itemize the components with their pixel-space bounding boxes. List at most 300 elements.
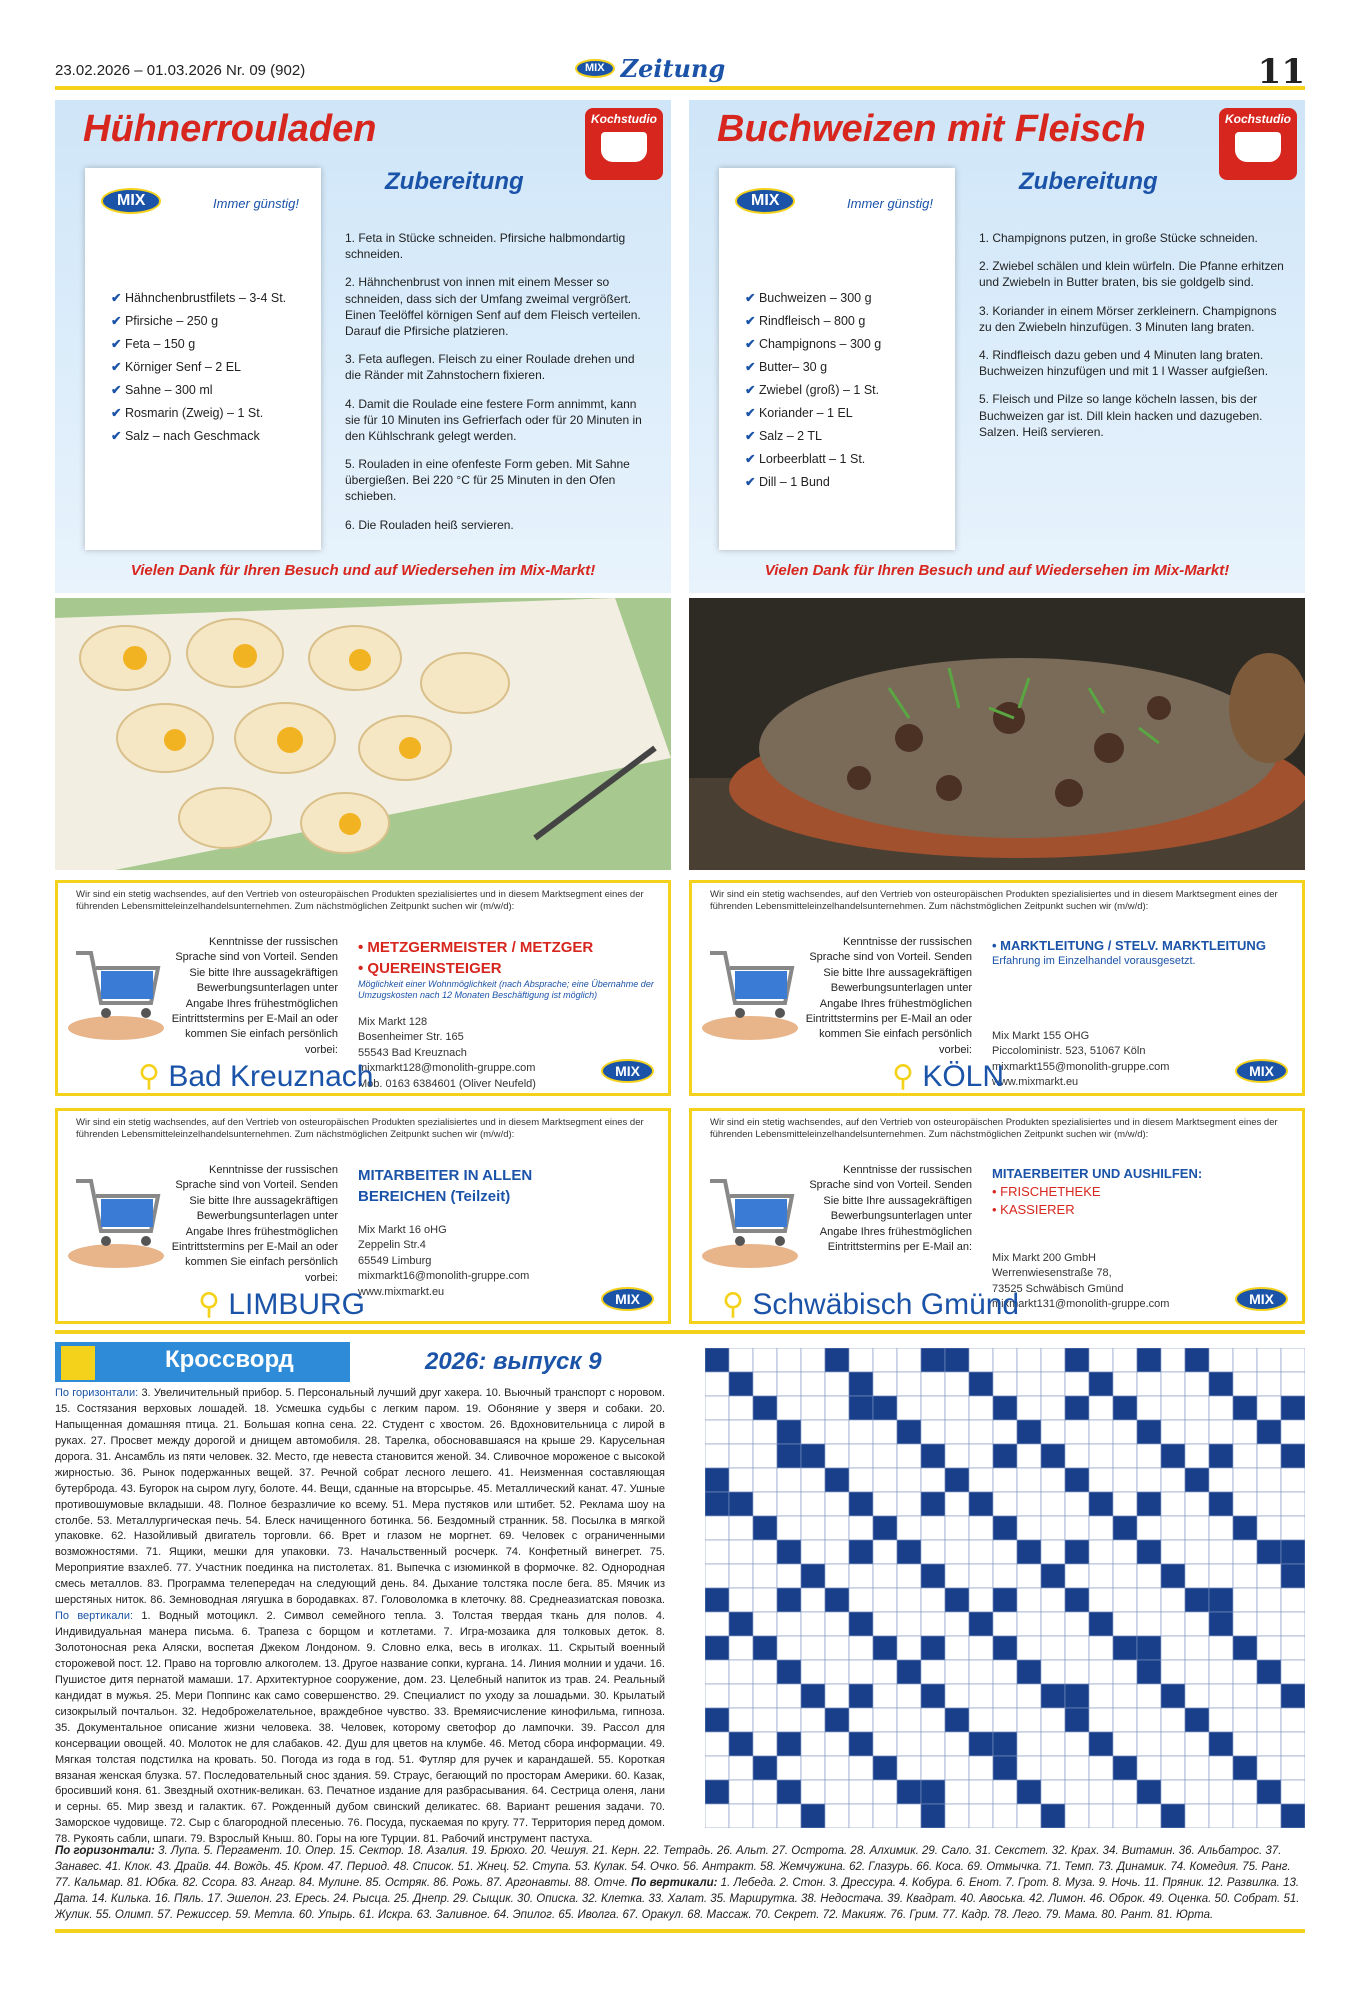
crossword-cell[interactable]: [1113, 1804, 1137, 1828]
crossword-cell[interactable]: [921, 1756, 945, 1780]
crossword-cell[interactable]: [1281, 1636, 1305, 1660]
crossword-cell[interactable]: [777, 1492, 801, 1516]
crossword-cell[interactable]: [921, 1612, 945, 1636]
crossword-cell[interactable]: [873, 1564, 897, 1588]
crossword-cell[interactable]: [1257, 1588, 1281, 1612]
crossword-cell[interactable]: [1185, 1804, 1209, 1828]
crossword-cell[interactable]: [873, 1708, 897, 1732]
crossword-cell[interactable]: [1281, 1732, 1305, 1756]
crossword-cell[interactable]: [1041, 1660, 1065, 1684]
crossword-cell[interactable]: [993, 1780, 1017, 1804]
crossword-cell[interactable]: [1065, 1492, 1089, 1516]
crossword-cell[interactable]: [1089, 1468, 1113, 1492]
website-link[interactable]: www.mixmarkt.eu: [992, 1076, 1079, 1089]
crossword-cell[interactable]: [1209, 1396, 1233, 1420]
crossword-cell[interactable]: [945, 1420, 969, 1444]
crossword-cell[interactable]: [825, 1780, 849, 1804]
crossword-cell[interactable]: [801, 1708, 825, 1732]
crossword-cell[interactable]: [969, 1780, 993, 1804]
crossword-cell[interactable]: [849, 1804, 873, 1828]
crossword-cell[interactable]: [1089, 1444, 1113, 1468]
crossword-cell[interactable]: [1161, 1660, 1185, 1684]
crossword-cell[interactable]: [753, 1588, 777, 1612]
crossword-cell[interactable]: [825, 1396, 849, 1420]
crossword-cell[interactable]: [969, 1444, 993, 1468]
crossword-cell[interactable]: [1113, 1564, 1137, 1588]
crossword-cell[interactable]: [729, 1684, 753, 1708]
crossword-cell[interactable]: [777, 1684, 801, 1708]
crossword-cell[interactable]: [729, 1756, 753, 1780]
crossword-cell[interactable]: [1041, 1708, 1065, 1732]
crossword-cell[interactable]: [849, 1468, 873, 1492]
crossword-cell[interactable]: [1017, 1468, 1041, 1492]
crossword-cell[interactable]: [1041, 1516, 1065, 1540]
crossword-cell[interactable]: [921, 1420, 945, 1444]
crossword-cell[interactable]: [825, 1660, 849, 1684]
crossword-cell[interactable]: [753, 1708, 777, 1732]
crossword-cell[interactable]: [825, 1612, 849, 1636]
crossword-cell[interactable]: [873, 1540, 897, 1564]
crossword-cell[interactable]: [969, 1396, 993, 1420]
crossword-cell[interactable]: [945, 1372, 969, 1396]
crossword-cell[interactable]: [921, 1588, 945, 1612]
crossword-cell[interactable]: [1041, 1732, 1065, 1756]
crossword-cell[interactable]: [993, 1468, 1017, 1492]
crossword-cell[interactable]: [1089, 1540, 1113, 1564]
crossword-cell[interactable]: [1233, 1804, 1257, 1828]
crossword-cell[interactable]: [705, 1372, 729, 1396]
crossword-cell[interactable]: [801, 1468, 825, 1492]
crossword-cell[interactable]: [1161, 1588, 1185, 1612]
crossword-cell[interactable]: [873, 1588, 897, 1612]
crossword-cell[interactable]: [777, 1564, 801, 1588]
crossword-cell[interactable]: [1017, 1684, 1041, 1708]
crossword-cell[interactable]: [753, 1420, 777, 1444]
crossword-cell[interactable]: [1137, 1468, 1161, 1492]
crossword-cell[interactable]: [729, 1420, 753, 1444]
crossword-cell[interactable]: [1185, 1444, 1209, 1468]
crossword-cell[interactable]: [753, 1660, 777, 1684]
crossword-cell[interactable]: [1281, 1372, 1305, 1396]
crossword-cell[interactable]: [993, 1612, 1017, 1636]
crossword-cell[interactable]: [1161, 1516, 1185, 1540]
crossword-cell[interactable]: [1209, 1780, 1233, 1804]
crossword-cell[interactable]: [801, 1348, 825, 1372]
crossword-cell[interactable]: [1209, 1636, 1233, 1660]
crossword-cell[interactable]: [1281, 1780, 1305, 1804]
crossword-cell[interactable]: [1041, 1468, 1065, 1492]
crossword-cell[interactable]: [1017, 1756, 1041, 1780]
crossword-cell[interactable]: [1137, 1588, 1161, 1612]
crossword-cell[interactable]: [1233, 1660, 1257, 1684]
crossword-cell[interactable]: [1161, 1756, 1185, 1780]
crossword-cell[interactable]: [753, 1612, 777, 1636]
crossword-cell[interactable]: [1113, 1588, 1137, 1612]
crossword-cell[interactable]: [897, 1492, 921, 1516]
crossword-cell[interactable]: [1209, 1468, 1233, 1492]
crossword-cell[interactable]: [1089, 1780, 1113, 1804]
crossword-cell[interactable]: [993, 1684, 1017, 1708]
crossword-cell[interactable]: [1065, 1732, 1089, 1756]
crossword-cell[interactable]: [1185, 1420, 1209, 1444]
crossword-cell[interactable]: [849, 1660, 873, 1684]
crossword-cell[interactable]: [897, 1348, 921, 1372]
crossword-cell[interactable]: [945, 1780, 969, 1804]
crossword-cell[interactable]: [993, 1540, 1017, 1564]
crossword-cell[interactable]: [1281, 1708, 1305, 1732]
crossword-cell[interactable]: [945, 1636, 969, 1660]
crossword-cell[interactable]: [1281, 1756, 1305, 1780]
crossword-cell[interactable]: [1161, 1420, 1185, 1444]
crossword-cell[interactable]: [897, 1444, 921, 1468]
crossword-cell[interactable]: [1281, 1660, 1305, 1684]
crossword-cell[interactable]: [1113, 1708, 1137, 1732]
crossword-cell[interactable]: [1185, 1612, 1209, 1636]
crossword-cell[interactable]: [1233, 1444, 1257, 1468]
crossword-cell[interactable]: [753, 1564, 777, 1588]
crossword-cell[interactable]: [1137, 1804, 1161, 1828]
crossword-cell[interactable]: [1089, 1684, 1113, 1708]
crossword-cell[interactable]: [705, 1540, 729, 1564]
crossword-cell[interactable]: [969, 1636, 993, 1660]
crossword-cell[interactable]: [1257, 1708, 1281, 1732]
crossword-cell[interactable]: [873, 1420, 897, 1444]
crossword-cell[interactable]: [1089, 1756, 1113, 1780]
crossword-cell[interactable]: [729, 1348, 753, 1372]
crossword-cell[interactable]: [1113, 1660, 1137, 1684]
crossword-cell[interactable]: [945, 1804, 969, 1828]
crossword-cell[interactable]: [1137, 1684, 1161, 1708]
crossword-cell[interactable]: [705, 1684, 729, 1708]
crossword-cell[interactable]: [1257, 1516, 1281, 1540]
crossword-cell[interactable]: [825, 1492, 849, 1516]
crossword-cell[interactable]: [705, 1444, 729, 1468]
crossword-cell[interactable]: [1281, 1612, 1305, 1636]
crossword-cell[interactable]: [1233, 1492, 1257, 1516]
crossword-cell[interactable]: [1185, 1780, 1209, 1804]
crossword-cell[interactable]: [1065, 1660, 1089, 1684]
crossword-cell[interactable]: [729, 1444, 753, 1468]
crossword-cell[interactable]: [1089, 1636, 1113, 1660]
crossword-cell[interactable]: [969, 1756, 993, 1780]
crossword-cell[interactable]: [1041, 1492, 1065, 1516]
crossword-cell[interactable]: [825, 1636, 849, 1660]
crossword-cell[interactable]: [1017, 1804, 1041, 1828]
crossword-cell[interactable]: [1137, 1612, 1161, 1636]
crossword-cell[interactable]: [921, 1660, 945, 1684]
crossword-cell[interactable]: [1185, 1660, 1209, 1684]
crossword-cell[interactable]: [1017, 1396, 1041, 1420]
crossword-cell[interactable]: [897, 1804, 921, 1828]
crossword-cell[interactable]: [921, 1540, 945, 1564]
crossword-cell[interactable]: [921, 1468, 945, 1492]
crossword-cell[interactable]: [1113, 1684, 1137, 1708]
crossword-cell[interactable]: [1089, 1564, 1113, 1588]
crossword-cell[interactable]: [945, 1684, 969, 1708]
crossword-cell[interactable]: [1185, 1732, 1209, 1756]
crossword-cell[interactable]: [993, 1708, 1017, 1732]
crossword-cell[interactable]: [1017, 1588, 1041, 1612]
crossword-cell[interactable]: [753, 1540, 777, 1564]
crossword-cell[interactable]: [1089, 1348, 1113, 1372]
crossword-cell[interactable]: [1089, 1708, 1113, 1732]
crossword-cell[interactable]: [1209, 1660, 1233, 1684]
crossword-cell[interactable]: [1209, 1804, 1233, 1828]
crossword-cell[interactable]: [825, 1444, 849, 1468]
crossword-cell[interactable]: [1017, 1564, 1041, 1588]
crossword-cell[interactable]: [729, 1396, 753, 1420]
crossword-cell[interactable]: [705, 1396, 729, 1420]
crossword-cell[interactable]: [1185, 1372, 1209, 1396]
crossword-cell[interactable]: [801, 1372, 825, 1396]
crossword-cell[interactable]: [1017, 1444, 1041, 1468]
crossword-cell[interactable]: [1185, 1636, 1209, 1660]
crossword-cell[interactable]: [945, 1516, 969, 1540]
crossword-cell[interactable]: [825, 1420, 849, 1444]
crossword-cell[interactable]: [1185, 1492, 1209, 1516]
crossword-cell[interactable]: [897, 1396, 921, 1420]
crossword-cell[interactable]: [1257, 1804, 1281, 1828]
crossword-cell[interactable]: [1209, 1684, 1233, 1708]
crossword-cell[interactable]: [873, 1348, 897, 1372]
crossword-cell[interactable]: [1161, 1612, 1185, 1636]
crossword-cell[interactable]: [1137, 1396, 1161, 1420]
crossword-cell[interactable]: [969, 1516, 993, 1540]
crossword-cell[interactable]: [1089, 1396, 1113, 1420]
crossword-cell[interactable]: [825, 1756, 849, 1780]
crossword-cell[interactable]: [969, 1588, 993, 1612]
crossword-cell[interactable]: [1113, 1492, 1137, 1516]
crossword-cell[interactable]: [1017, 1708, 1041, 1732]
email-link[interactable]: mixmarkt131@monolith-gruppe.com: [992, 1298, 1170, 1311]
crossword-cell[interactable]: [1041, 1780, 1065, 1804]
crossword-cell[interactable]: [1233, 1372, 1257, 1396]
crossword-cell[interactable]: [705, 1564, 729, 1588]
crossword-cell[interactable]: [777, 1468, 801, 1492]
crossword-cell[interactable]: [897, 1708, 921, 1732]
crossword-cell[interactable]: [1209, 1516, 1233, 1540]
crossword-cell[interactable]: [1017, 1348, 1041, 1372]
crossword-cell[interactable]: [1185, 1756, 1209, 1780]
crossword-cell[interactable]: [1257, 1564, 1281, 1588]
crossword-cell[interactable]: [825, 1732, 849, 1756]
crossword-cell[interactable]: [897, 1372, 921, 1396]
crossword-cell[interactable]: [1041, 1348, 1065, 1372]
crossword-cell[interactable]: [1185, 1396, 1209, 1420]
crossword-cell[interactable]: [777, 1348, 801, 1372]
crossword-cell[interactable]: [777, 1516, 801, 1540]
crossword-cell[interactable]: [873, 1612, 897, 1636]
crossword-cell[interactable]: [921, 1516, 945, 1540]
crossword-cell[interactable]: [1233, 1564, 1257, 1588]
crossword-cell[interactable]: [1233, 1780, 1257, 1804]
crossword-cell[interactable]: [1233, 1732, 1257, 1756]
crossword-cell[interactable]: [993, 1564, 1017, 1588]
crossword-cell[interactable]: [849, 1444, 873, 1468]
crossword-cell[interactable]: [945, 1660, 969, 1684]
crossword-cell[interactable]: [969, 1660, 993, 1684]
crossword-cell[interactable]: [969, 1420, 993, 1444]
crossword-cell[interactable]: [1257, 1492, 1281, 1516]
crossword-cell[interactable]: [897, 1756, 921, 1780]
crossword-cell[interactable]: [873, 1492, 897, 1516]
crossword-cell[interactable]: [849, 1588, 873, 1612]
crossword-cell[interactable]: [1041, 1756, 1065, 1780]
crossword-cell[interactable]: [897, 1564, 921, 1588]
crossword-cell[interactable]: [777, 1372, 801, 1396]
crossword-cell[interactable]: [1137, 1444, 1161, 1468]
crossword-cell[interactable]: [1137, 1372, 1161, 1396]
crossword-cell[interactable]: [1161, 1732, 1185, 1756]
crossword-cell[interactable]: [1137, 1732, 1161, 1756]
crossword-cell[interactable]: [1161, 1780, 1185, 1804]
crossword-cell[interactable]: [921, 1372, 945, 1396]
crossword-cell[interactable]: [1233, 1420, 1257, 1444]
crossword-cell[interactable]: [1257, 1468, 1281, 1492]
crossword-cell[interactable]: [993, 1492, 1017, 1516]
crossword-cell[interactable]: [1065, 1564, 1089, 1588]
crossword-cell[interactable]: [1281, 1492, 1305, 1516]
crossword-cell[interactable]: [1017, 1612, 1041, 1636]
crossword-cell[interactable]: [705, 1804, 729, 1828]
crossword-cell[interactable]: [993, 1348, 1017, 1372]
crossword-cell[interactable]: [993, 1660, 1017, 1684]
crossword-cell[interactable]: [1281, 1348, 1305, 1372]
crossword-cell[interactable]: [729, 1636, 753, 1660]
crossword-cell[interactable]: [1185, 1540, 1209, 1564]
crossword-cell[interactable]: [993, 1804, 1017, 1828]
crossword-cell[interactable]: [1161, 1708, 1185, 1732]
crossword-cell[interactable]: [801, 1588, 825, 1612]
crossword-cell[interactable]: [945, 1540, 969, 1564]
crossword-cell[interactable]: [993, 1420, 1017, 1444]
crossword-cell[interactable]: [825, 1540, 849, 1564]
crossword-cell[interactable]: [1041, 1396, 1065, 1420]
crossword-cell[interactable]: [1137, 1756, 1161, 1780]
crossword-cell[interactable]: [1137, 1564, 1161, 1588]
crossword-cell[interactable]: [849, 1708, 873, 1732]
crossword-cell[interactable]: [825, 1684, 849, 1708]
crossword-cell[interactable]: [801, 1516, 825, 1540]
crossword-cell[interactable]: [945, 1444, 969, 1468]
crossword-cell[interactable]: [945, 1756, 969, 1780]
email-link[interactable]: mixmarkt155@monolith-gruppe.com: [992, 1060, 1170, 1073]
crossword-cell[interactable]: [729, 1468, 753, 1492]
crossword-cell[interactable]: [849, 1420, 873, 1444]
crossword-cell[interactable]: [729, 1564, 753, 1588]
crossword-cell[interactable]: [849, 1348, 873, 1372]
crossword-cell[interactable]: [1161, 1540, 1185, 1564]
crossword-cell[interactable]: [729, 1780, 753, 1804]
crossword-cell[interactable]: [897, 1732, 921, 1756]
crossword-cell[interactable]: [825, 1372, 849, 1396]
crossword-cell[interactable]: [1089, 1660, 1113, 1684]
crossword-cell[interactable]: [1065, 1516, 1089, 1540]
crossword-cell[interactable]: [1113, 1732, 1137, 1756]
crossword-cell[interactable]: [1113, 1444, 1137, 1468]
crossword-cell[interactable]: [825, 1564, 849, 1588]
crossword-cell[interactable]: [921, 1732, 945, 1756]
crossword-cell[interactable]: [897, 1588, 921, 1612]
crossword-cell[interactable]: [1113, 1612, 1137, 1636]
crossword-cell[interactable]: [1065, 1804, 1089, 1828]
crossword-cell[interactable]: [945, 1564, 969, 1588]
crossword-cell[interactable]: [1041, 1612, 1065, 1636]
crossword-cell[interactable]: [1281, 1588, 1305, 1612]
crossword-cell[interactable]: [873, 1732, 897, 1756]
crossword-cell[interactable]: [705, 1756, 729, 1780]
crossword-cell[interactable]: [729, 1516, 753, 1540]
crossword-cell[interactable]: [873, 1804, 897, 1828]
crossword-cell[interactable]: [729, 1708, 753, 1732]
crossword-cell[interactable]: [1065, 1420, 1089, 1444]
crossword-cell[interactable]: [1281, 1468, 1305, 1492]
crossword-cell[interactable]: [1089, 1420, 1113, 1444]
crossword-cell[interactable]: [1209, 1420, 1233, 1444]
crossword-cell[interactable]: [801, 1780, 825, 1804]
crossword-cell[interactable]: [801, 1756, 825, 1780]
crossword-cell[interactable]: [993, 1372, 1017, 1396]
crossword-grid[interactable]: [705, 1348, 1305, 1828]
crossword-cell[interactable]: [1161, 1468, 1185, 1492]
crossword-cell[interactable]: [753, 1444, 777, 1468]
crossword-cell[interactable]: [1113, 1540, 1137, 1564]
crossword-cell[interactable]: [1065, 1756, 1089, 1780]
crossword-cell[interactable]: [1233, 1468, 1257, 1492]
crossword-cell[interactable]: [801, 1492, 825, 1516]
crossword-cell[interactable]: [945, 1492, 969, 1516]
crossword-cell[interactable]: [1233, 1612, 1257, 1636]
crossword-cell[interactable]: [1209, 1708, 1233, 1732]
crossword-cell[interactable]: [1209, 1348, 1233, 1372]
crossword-cell[interactable]: [705, 1516, 729, 1540]
crossword-cell[interactable]: [1257, 1444, 1281, 1468]
crossword-cell[interactable]: [1233, 1588, 1257, 1612]
crossword-cell[interactable]: [897, 1612, 921, 1636]
crossword-cell[interactable]: [753, 1372, 777, 1396]
crossword-cell[interactable]: [897, 1684, 921, 1708]
crossword-cell[interactable]: [849, 1756, 873, 1780]
crossword-cell[interactable]: [1257, 1372, 1281, 1396]
crossword-cell[interactable]: [1041, 1372, 1065, 1396]
crossword-cell[interactable]: [1257, 1636, 1281, 1660]
crossword-cell[interactable]: [729, 1804, 753, 1828]
crossword-cell[interactable]: [897, 1516, 921, 1540]
crossword-cell[interactable]: [1089, 1804, 1113, 1828]
crossword-cell[interactable]: [753, 1804, 777, 1828]
crossword-cell[interactable]: [1161, 1492, 1185, 1516]
crossword-cell[interactable]: [1257, 1756, 1281, 1780]
crossword-cell[interactable]: [873, 1684, 897, 1708]
crossword-cell[interactable]: [801, 1540, 825, 1564]
crossword-cell[interactable]: [705, 1612, 729, 1636]
crossword-cell[interactable]: [1233, 1708, 1257, 1732]
crossword-cell[interactable]: [1017, 1516, 1041, 1540]
crossword-cell[interactable]: [969, 1540, 993, 1564]
crossword-cell[interactable]: [897, 1636, 921, 1660]
email-link[interactable]: mixmarkt16@monolith-gruppe.com: [358, 1270, 530, 1283]
crossword-cell[interactable]: [873, 1372, 897, 1396]
crossword-cell[interactable]: [1185, 1564, 1209, 1588]
crossword-cell[interactable]: [1089, 1588, 1113, 1612]
crossword-cell[interactable]: [849, 1516, 873, 1540]
crossword-cell[interactable]: [777, 1804, 801, 1828]
crossword-cell[interactable]: [873, 1660, 897, 1684]
crossword-cell[interactable]: [849, 1564, 873, 1588]
crossword-cell[interactable]: [1257, 1396, 1281, 1420]
crossword-cell[interactable]: [753, 1780, 777, 1804]
crossword-cell[interactable]: [1161, 1396, 1185, 1420]
